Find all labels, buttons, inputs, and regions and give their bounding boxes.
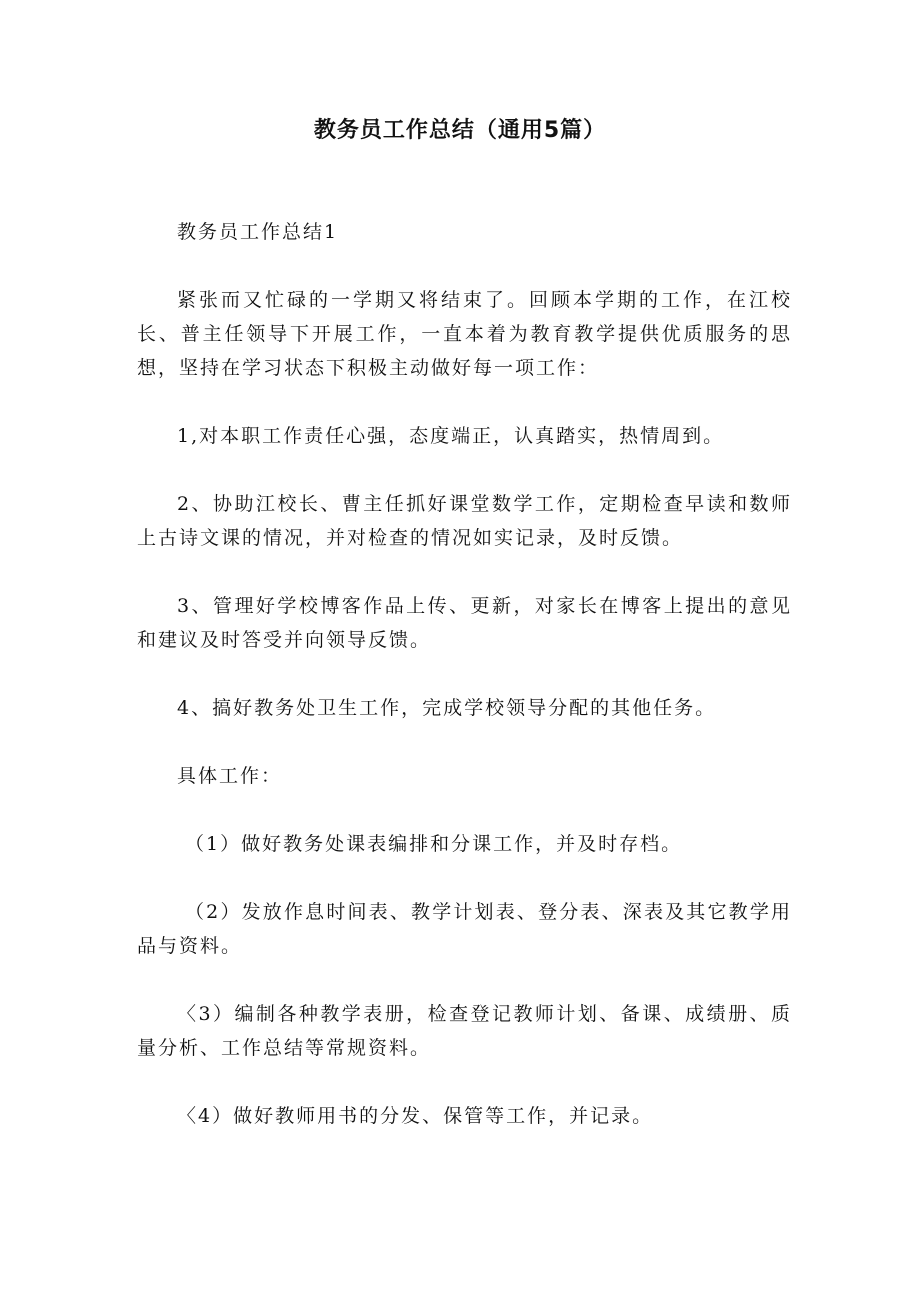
- paragraph-sub-item-2: （2）发放作息时间表、教学计划表、登分表、深表及其它教学用品与资料。: [137, 901, 792, 957]
- document-title: 教务员工作总结（通用5篇）: [313, 118, 607, 143]
- paragraph-sub-item-1: （1）做好教务处课表编排和分课工作，并及时存档。: [185, 833, 683, 855]
- document-body: [137, 215, 792, 1167]
- paragraph-sub-item-3: 〈3）编制各种教学表册，检查登记教师计划、备课、成绩册、质量分析、工作总结等常规资料。: [137, 1003, 792, 1059]
- paragraph-item-4: 4、搞好教务处卫生工作，完成学校领导分配的其他任务。: [177, 697, 717, 719]
- paragraph-item-3: 3、管理好学校博客作品上传、更新，对家长在博客上提出的意见和建议及时答受并向领导反馈。: [137, 595, 792, 651]
- section-heading: 教务员工作总结1: [177, 221, 339, 243]
- paragraph-item-1: 1,对本职工作责任心强，态度端正，认真踏实，热情周到。: [177, 425, 725, 447]
- paragraph-specific-work-heading: 具体工作：: [177, 765, 283, 787]
- paragraph-intro: 紧张而又忙碌的一学期又将结束了。回顾本学期的工作，在江校长、普主任领导下开展工作，一直本着为教育教学提供优质服务的思想，坚持在学习状态下积极主动做好每一项工作：: [137, 289, 792, 379]
- paragraph-item-2: 2、协助江校长、曹主任抓好课堂数学工作，定期检查早读和数师上古诗文课的情况，并对检查的情况如实记录，及时反馈。: [137, 493, 792, 549]
- paragraph-sub-item-4: 〈4）做好教师用书的分发、保管等工作，并记录。: [177, 1105, 654, 1127]
